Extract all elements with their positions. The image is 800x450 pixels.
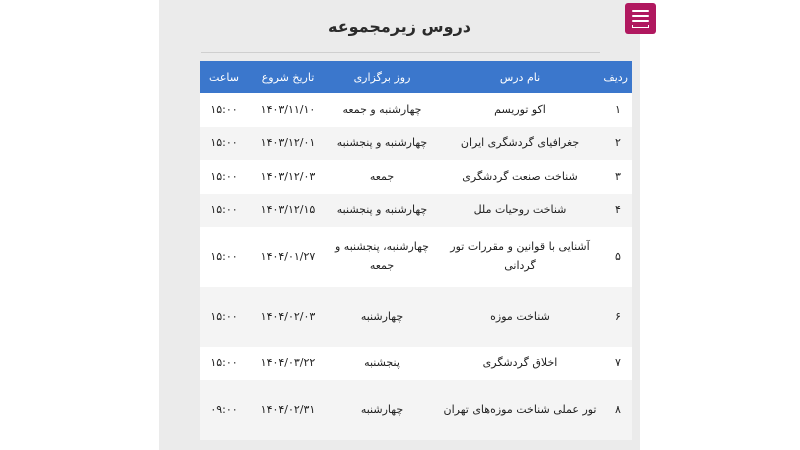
table-row (200, 347, 632, 380)
course-time: ۰۹:۰۰ (200, 380, 248, 440)
course-start-date: ۱۴۰۴/۰۳/۲۲ (248, 347, 328, 380)
table-body (200, 93, 632, 440)
course-time: ۱۵:۰۰ (200, 127, 248, 160)
row-number: ۵ (604, 227, 632, 287)
course-name: آشنایی با قوانین و مقررات تور گردانی (436, 227, 604, 287)
course-time: ۱۵:۰۰ (200, 227, 248, 287)
row-number: ۳ (604, 160, 632, 194)
course-name: اکو توریسم (436, 93, 604, 127)
course-day: چهارشنبه (328, 287, 436, 347)
course-day: جمعه (328, 160, 436, 194)
course-day: چهارشنبه و پنجشنبه (328, 194, 436, 227)
course-day: چهارشنبه و پنجشنبه (328, 127, 436, 160)
row-number: ۸ (604, 380, 632, 440)
row-number: ۲ (604, 127, 632, 160)
course-start-date: ۱۴۰۳/۱۱/۱۰ (248, 93, 328, 127)
book-menu-button[interactable] (625, 3, 656, 34)
row-number: ۴ (604, 194, 632, 227)
table-header (200, 61, 632, 93)
row-number: ۱ (604, 93, 632, 127)
row-number: ۶ (604, 287, 632, 347)
header-row-number: ردیف (604, 61, 632, 93)
table-row (200, 227, 632, 287)
course-name: شناخت موزه (436, 287, 604, 347)
header-course-name: نام درس (436, 61, 604, 93)
title-divider (201, 52, 600, 53)
course-start-date: ۱۴۰۴/۰۲/۰۳ (248, 287, 328, 347)
course-time: ۱۵:۰۰ (200, 347, 248, 380)
course-name: شناخت صنعت گردشگری (436, 160, 604, 194)
course-time: ۱۵:۰۰ (200, 93, 248, 127)
course-start-date: ۱۴۰۴/۰۱/۲۷ (248, 227, 328, 287)
course-name: تور عملی شناخت موزه‌های تهران (436, 380, 604, 440)
table-row (200, 127, 632, 160)
course-time: ۱۵:۰۰ (200, 287, 248, 347)
course-name: جغرافیای گردشگری ایران (436, 127, 604, 160)
course-name: شناخت روحیات ملل (436, 194, 604, 227)
page-title: دروس زیرمجموعه (327, 17, 471, 36)
book-spine-shape (632, 25, 649, 28)
course-day: پنجشنبه (328, 347, 436, 380)
course-name: اخلاق گردشگری (436, 347, 604, 380)
course-start-date: ۱۴۰۳/۱۲/۱۵ (248, 194, 328, 227)
course-start-date: ۱۴۰۳/۱۲/۰۱ (248, 127, 328, 160)
table-row (200, 380, 632, 440)
table-row (200, 93, 632, 127)
courses-table (200, 61, 632, 440)
row-number: ۷ (604, 347, 632, 380)
table-row (200, 160, 632, 194)
course-time: ۱۵:۰۰ (200, 194, 248, 227)
course-time: ۱۵:۰۰ (200, 160, 248, 194)
course-day: چهارشنبه، پنجشنبه و جمعه (328, 227, 436, 287)
header-start-date: تاریخ شروع (248, 61, 328, 93)
course-day: چهارشنبه (328, 380, 436, 440)
table-row (200, 287, 632, 347)
course-start-date: ۱۴۰۳/۱۲/۰۳ (248, 160, 328, 194)
header-time: ساعت (200, 61, 248, 93)
course-day: چهارشنبه و جمعه (328, 93, 436, 127)
book-icon (632, 10, 649, 25)
table-row (200, 194, 632, 227)
course-start-date: ۱۴۰۴/۰۲/۳۱ (248, 380, 328, 440)
header-day: روز برگزاری (328, 61, 436, 93)
content-panel (159, 0, 640, 450)
